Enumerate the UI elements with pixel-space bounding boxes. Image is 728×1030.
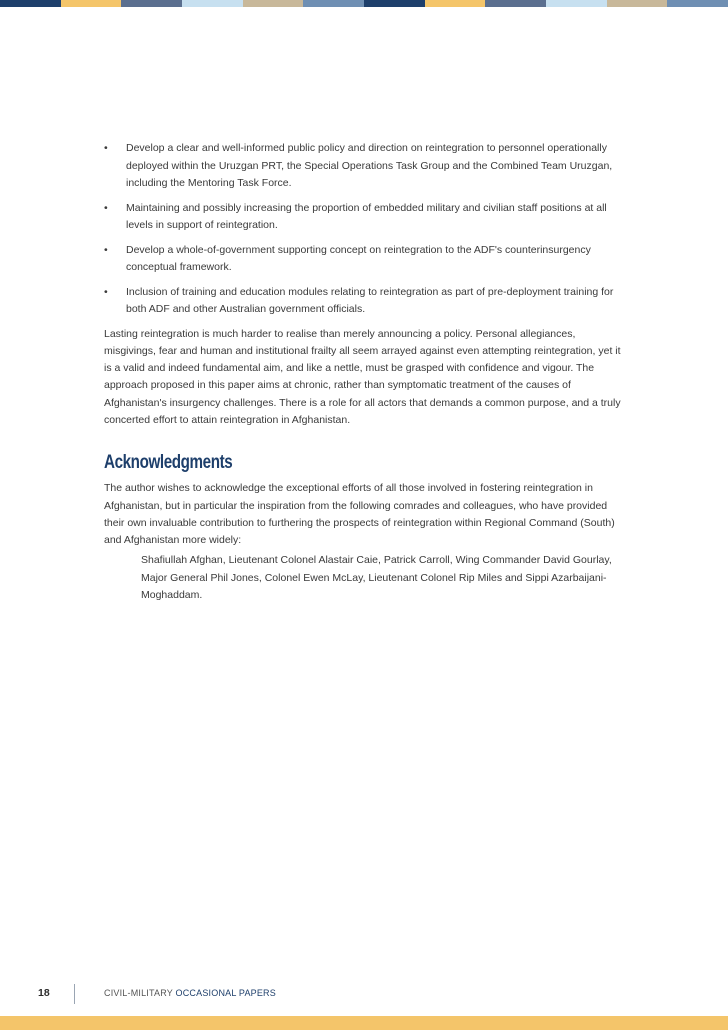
list-item (104, 200, 624, 235)
acknowledgments-intro: The author wishes to acknowledge the exceptional efforts of all those involved in fostering reintegration in Afghanistan, but in particular the inspiration from the following comrades and colleagues, who have provided their own invaluable contribution to furthering the prospects of reintegration within Regional Command (South) and Afghanistan more widely: (104, 482, 615, 547)
list-item-text: Maintaining and possibly increasing the proportion of embedded military and civilian staff positions at all levels in support of reintegration. (126, 201, 607, 231)
bullet-icon: • (104, 142, 108, 154)
top-bar-segment (546, 0, 607, 7)
top-color-bar (0, 0, 728, 7)
top-bar-segment (0, 0, 61, 7)
acknowledgments-names: Shafiullah Afghan, Lieutenant Colonel Alastair Caie, Patrick Carroll, Wing Commander David Gourlay, Major General Phil Jones, Colonel Ewen McLay, Lieutenant Colonel Rip Miles and Sippi Azarbaijani-Moghaddam. (141, 554, 612, 602)
list-item-text: Develop a whole-of-government supporting concept on reintegration to the ADF's counterinsurgency conceptual framework. (126, 243, 591, 273)
top-bar-segment (182, 0, 243, 7)
bullet-icon: • (104, 243, 108, 256)
list-item (104, 242, 624, 277)
top-bar-segment (303, 0, 364, 7)
list-item (104, 140, 624, 193)
top-bar-segment (121, 0, 182, 7)
bullet-icon: • (104, 201, 108, 214)
top-bar-segment (607, 0, 668, 7)
page-content (104, 140, 624, 604)
top-bar-segment (485, 0, 546, 7)
top-bar-segment (364, 0, 425, 7)
footer-divider (74, 984, 75, 1004)
bullet-icon: • (104, 285, 108, 298)
list-item-text: Develop a clear and well-informed public policy and direction on reintegration to personnel operationally deployed within the Uruzgan PRT, the Special Operations Task Group and the Combined Team Uruzgan, including the Mentoring Task Force. (126, 142, 613, 189)
series-title (104, 988, 276, 998)
series-title-suffix: OCCASIONAL PAPERS (175, 988, 276, 998)
reintegration-paragraph: Lasting reintegration is much harder to realise than merely announcing a policy. Personal allegiances, misgivings, fear and human and institutional frailty all seem arrayed against even attempting reintegration, yet it is a valid and indeed fundamental aim, and like a nettle, must be grasped with confidence and vigour. The approach proposed in this paper aims at chronic, rather than symptomatic treatment of the causes of Afghanistan's insurgency challenges. There is a role for all actors that demands a common purpose, and a truly concerted effort to attain reintegration in Afghanistan. (104, 327, 621, 426)
list-item (104, 284, 624, 319)
list-item-text: Inclusion of training and education modules relating to reintegration as part of pre-deployment training for both ADF and other Australian government officials. (126, 285, 614, 315)
top-bar-segment (243, 0, 304, 7)
page-footer (0, 984, 728, 1004)
top-bar-segment (425, 0, 486, 7)
acknowledgments-heading: Acknowledgments (104, 452, 233, 474)
page-number: 18 (38, 987, 50, 999)
bottom-color-bar (0, 1016, 728, 1030)
recommendations-list (104, 140, 624, 319)
top-bar-segment (667, 0, 728, 7)
series-title-prefix: CIVIL-MILITARY (104, 988, 173, 998)
top-bar-segment (61, 0, 122, 7)
